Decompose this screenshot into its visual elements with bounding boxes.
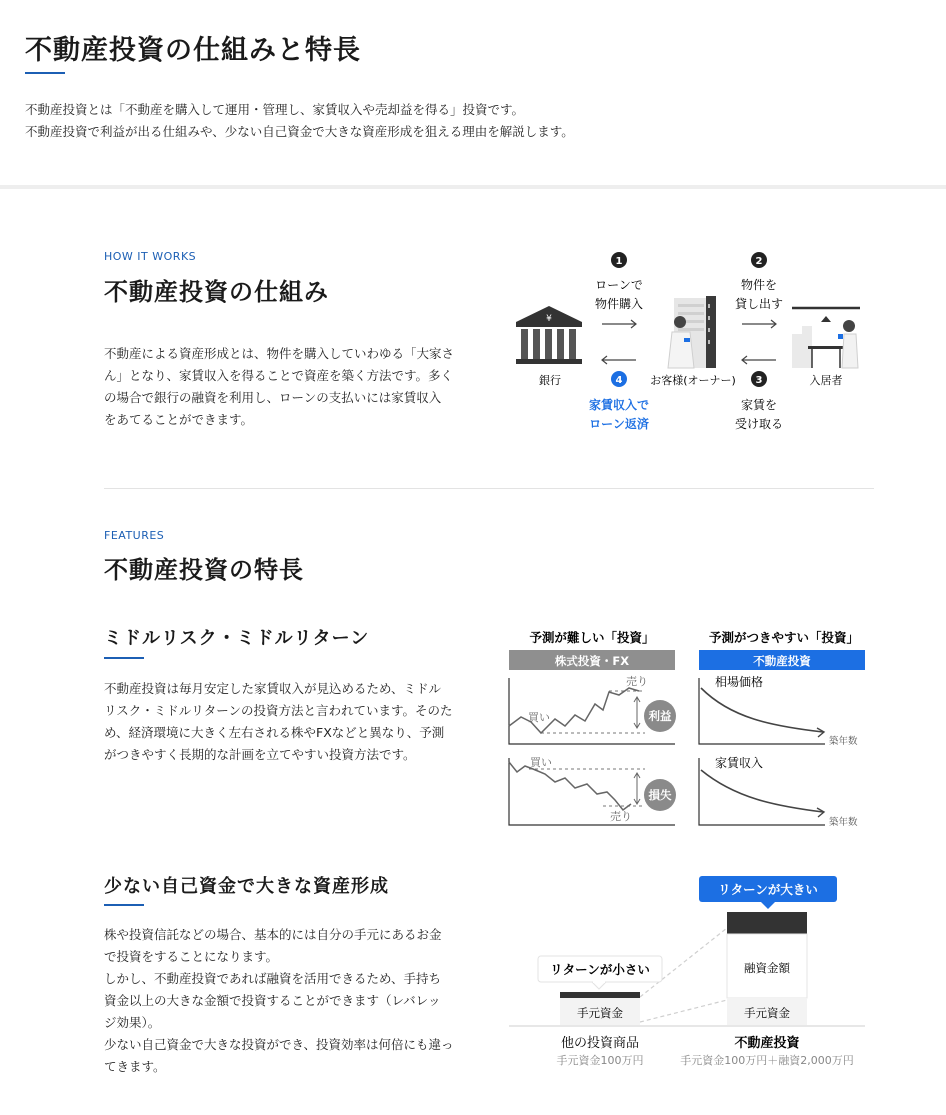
re-bar-top (727, 912, 807, 934)
intro-text (25, 99, 574, 143)
big-return-label: リターンが大きい (718, 882, 818, 897)
leverage-comparison (505, 872, 875, 1077)
re-loan-label: 融資金額 (744, 961, 790, 975)
body-line: ジ効果）。 (104, 1015, 161, 1030)
left-heading: 予測が難しい「投資」 (529, 630, 655, 645)
body-line: 少ない自己資金で大きな投資ができ、投資効率は何倍にも違っ (104, 1037, 454, 1052)
body-line: しかし、不動産投資であれば融資を活用できるため、手持ち (104, 971, 442, 986)
step3-text: 家賃を (740, 398, 778, 412)
buy-label: 買い (530, 756, 552, 769)
market-price-chart (699, 674, 858, 747)
market-price-label: 相場価格 (715, 675, 764, 689)
arrow-right-icon (742, 320, 776, 328)
callout-pointer (592, 982, 606, 989)
feature2-underline (104, 904, 144, 906)
profit-chart (509, 674, 676, 744)
section-divider-band (0, 185, 946, 189)
step2-text: 物件を (740, 278, 778, 292)
body-line: がつきやすく長期的な計画を立てやすい投資方法です。 (104, 747, 416, 762)
risk-return-comparison (505, 622, 875, 834)
body-line: 資金以上の大きな金額で投資することができます（レバレッ (104, 993, 441, 1008)
re-investment-sub: 手元資金100万円＋融資2,000万円 (680, 1054, 854, 1067)
step1-text: 物件購入 (594, 297, 644, 311)
loss-label: 損失 (648, 788, 672, 802)
body-line: リスク・ミドルリターンの投資方法と言われています。そのた (104, 703, 453, 718)
rent-income-label: 家賃収入 (715, 756, 764, 770)
age-label: 築年数 (829, 736, 858, 747)
bank-icon (516, 306, 582, 364)
left-band-label: 株式投資・FX (554, 654, 630, 668)
body-line: め、経済環境に大きく左右される株やFXなどと異なり、予測 (104, 725, 445, 740)
feature1-underline (104, 657, 144, 659)
step3-number: 3 (755, 375, 763, 386)
buy-label: 買い (528, 711, 550, 724)
step3-text: 受け取る (734, 417, 784, 431)
step1-number: 1 (615, 256, 623, 267)
feature1-title: ミドルリスク・ミドルリターン (104, 628, 370, 649)
section-divider (104, 488, 874, 489)
body-line: で投資をすることになります。 (104, 949, 279, 964)
bank-label: 銀行 (539, 374, 561, 387)
how-it-works-title: 不動産投資の仕組み (104, 278, 329, 306)
arrow-right-icon (602, 320, 636, 328)
intro-line: 不動産投資とは「不動産を購入して運用・管理し、家賃収入や売却益を得る」投資です。 (25, 102, 525, 117)
other-investment-sub: 手元資金100万円 (556, 1054, 644, 1067)
how-it-works-label: HOW IT WORKS (104, 250, 197, 263)
step4-text: 家賃収入で (588, 398, 650, 412)
page-header (0, 0, 946, 186)
body-line: 不動産による資産形成とは、物件を購入していわゆる「大家さ (104, 346, 455, 361)
owner-label: お客様(オーナー) (650, 374, 736, 387)
step2-text: 貸し出す (734, 297, 784, 311)
small-return-label: リターンが小さい (550, 962, 650, 977)
body-line: ん」となり、家賃収入を得ることで資産を築く方法です。多く (104, 368, 454, 383)
features-title: 不動産投資の特長 (104, 556, 304, 584)
re-investment-name: 不動産投資 (734, 1036, 800, 1051)
profit-label: 利益 (648, 709, 672, 723)
features-label: FEATURES (104, 529, 165, 542)
how-it-works-diagram (508, 246, 878, 442)
intro-line: 不動産投資で利益が出る仕組みや、少ない自己資金で大きな資産形成を狙える理由を解説します。 (25, 124, 574, 139)
connector-line (640, 1000, 727, 1022)
feature1-text (104, 678, 476, 766)
right-heading: 予測がつきやすい「投資」 (708, 630, 860, 645)
step2-number: 2 (755, 256, 763, 267)
age-label: 築年数 (829, 817, 858, 828)
step1-text: ローンで (595, 278, 643, 292)
feature2-text (104, 924, 476, 1078)
other-own-funds-label: 手元資金 (577, 1006, 623, 1020)
title-underline (25, 72, 65, 74)
body-line: の場合で銀行の融資を利用し、ローンの支払いには家賃収入 (104, 390, 442, 405)
right-band-label: 不動産投資 (753, 654, 811, 668)
step4-number: 4 (615, 375, 623, 386)
step4-text: ローン返済 (589, 417, 649, 431)
arrow-left-icon (602, 356, 636, 364)
how-it-works-text (104, 343, 476, 431)
callout-pointer (761, 902, 775, 909)
tenant-label: 入居者 (809, 374, 843, 387)
body-line: 不動産投資は毎月安定した家賃収入が見込めるため、ミドル (104, 681, 442, 696)
other-investment-name: 他の投資商品 (560, 1036, 640, 1051)
other-bar-top (560, 992, 640, 998)
re-own-funds-label: 手元資金 (744, 1006, 790, 1020)
page-title: 不動産投資の仕組みと特長 (25, 35, 361, 66)
rent-income-chart (699, 755, 858, 828)
body-line: 株や投資信託などの場合、基本的には自分の手元にあるお金 (104, 927, 442, 942)
tenant-room-icon (792, 308, 860, 368)
body-line: てきます。 (104, 1059, 166, 1074)
loss-chart (509, 756, 676, 825)
arrow-left-icon (742, 356, 776, 364)
body-line: をあてることができます。 (104, 412, 254, 427)
svg-text:¥: ¥ (546, 314, 552, 324)
sell-label: 売り (610, 810, 632, 823)
feature2-title: 少ない自己資金で大きな資産形成 (104, 876, 389, 897)
sell-label: 売り (626, 675, 648, 688)
